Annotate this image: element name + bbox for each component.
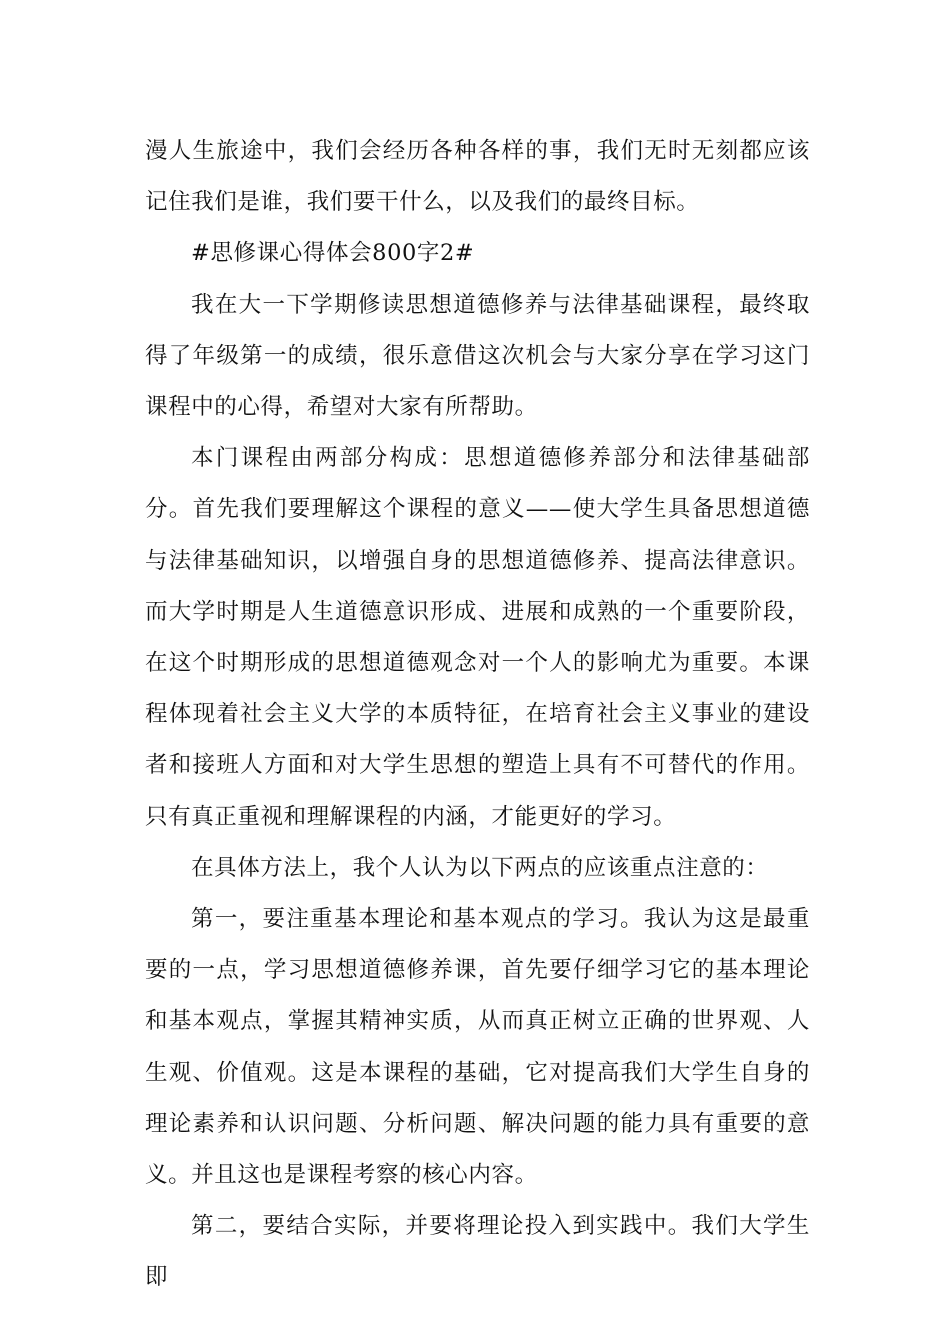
body-paragraph-4: 第一，要注重基本理论和基本观点的学习。我认为这是最重要的一点，学习思想道德修养课，首先要仔细学习它的基本理论和基本观点，掌握其精神实质，从而真正树立正确的世界观、人生观、价值观。这是本课程的基础，它对提高我们大学生自身的理论素养和认识问题、分析问题、解决问题的能力具有重要的意义。并且这也是课程考察的核心内容。 bbox=[145, 906, 810, 1189]
document-page bbox=[145, 126, 810, 1304]
body-paragraph-3: 在具体方法上，我个人认为以下两点的应该重点注意的： bbox=[191, 854, 769, 881]
body-paragraph-2: 本门课程由两部分构成：思想道德修养部分和法律基础部分。首先我们要理解这个课程的意义——使大学生具备思想道德与法律基础知识，以增强自身的思想道德修养、提高法律意识。而大学时期是人生道德意识形成、进展和成熟的一个重要阶段，在这个时期形成的思想道德观念对一个人的影响尤为重要。本课程体现着社会主义大学的本质特征，在培育社会主义事业的建设者和接班人方面和对大学生思想的塑造上具有不可替代的作用。只有真正重视和理解课程的内涵，才能更好的学习。 bbox=[145, 445, 810, 830]
section-heading: #思修课心得体会800字2# bbox=[191, 240, 475, 267]
body-paragraph-1: 我在大一下学期修读思想道德修养与法律基础课程，最终取得了年级第一的成绩，很乐意借这次机会与大家分享在学习这门课程中的心得，希望对大家有所帮助。 bbox=[145, 291, 810, 421]
body-paragraph-5: 第二，要结合实际，并要将理论投入到实践中。我们大学生即 bbox=[145, 1213, 810, 1291]
continuation-paragraph: 漫人生旅途中，我们会经历各种各样的事，我们无时无刻都应该记住我们是谁，我们要干什么，以及我们的最终目标。 bbox=[145, 138, 810, 216]
